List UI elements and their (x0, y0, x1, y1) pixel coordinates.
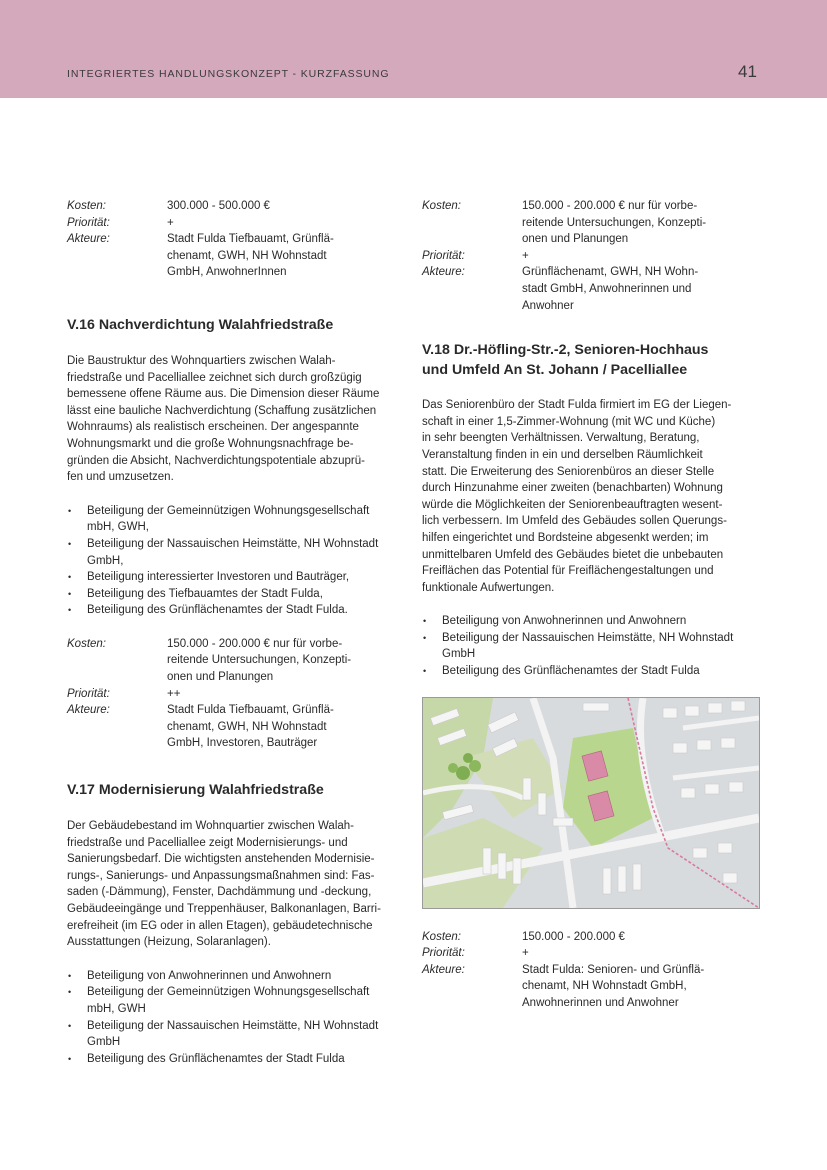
list-item: • Beteiligung des Grünflächenamtes der Stadt Fulda. (67, 602, 407, 619)
bullet-icon: • (68, 1020, 72, 1031)
list-item: • Beteiligung der Nassauischen Heimstätte, NH Wohnstadt GmbH (68, 1019, 379, 1049)
prioritaet-value: ++ (167, 687, 181, 700)
kosten-label: Kosten: (67, 200, 106, 212)
bullet-icon: • (68, 505, 72, 516)
v18-costs-block (422, 929, 762, 1012)
v16-bullet-list (67, 503, 407, 619)
prioritaet-label: Priorität: (67, 687, 110, 700)
site-map-drawing (423, 698, 759, 908)
v17-bullet-list (67, 968, 407, 1068)
kosten-label: Kosten: (422, 930, 461, 943)
akteure-value: Stadt Fulda Tiefbauamt, Grünflä- chenamt, GWH, NH Wohnstadt GmbH, Investoren, Bauträger (167, 704, 334, 750)
bullet-icon: • (423, 632, 427, 643)
page-number: 41 (738, 62, 757, 81)
list-item: • Beteiligung der Gemeinnützigen Wohnungsgesellschaft mbH, GWH, (68, 504, 370, 534)
bullet-icon: • (68, 605, 72, 616)
akteure-value: Stadt Fulda: Senioren- und Grünflä- chenamt, NH Wohnstadt GmbH, Anwohnerinnen und Anwohner (522, 963, 705, 1010)
list-item: • Beteiligung der Nassauischen Heimstätte, NH Wohnstadt GmbH, (68, 537, 379, 567)
bullet-icon: • (68, 588, 72, 599)
akteure-label: Akteure: (67, 704, 110, 717)
v16-heading: V.16 Nachverdichtung Walahfriedstraße (67, 316, 334, 333)
left-column (67, 198, 407, 1067)
prioritaet-label: Priorität: (422, 947, 465, 960)
v18-body: Das Seniorenbüro der Stadt Fulda firmiert im EG der Liegen- schaft in einer 1,5-Zimmer-Wohnung (mit WC und Küche) in sehr beengten Verhältnissen. Verwaltung, Beratung, Veranstaltung finden in ein und derselben Räumlichkeit statt. Die Erweiterung des Seniorenbüros an dieser Stelle durch Hinzunahme einer zweiten (benachbarten) Wohnung würde die Möglichkeiten der Seniorenbeauftragten wesent- lich verbessern. Im Umfeld des Gebäudes sollen Querungs- hilfen eingerichtet und Bordsteine abgesenkt werden; im unmittelbaren Umfeld des Gebäudes bietet die unbebauten Freiflächen das Potential für Freiflächengestaltungen und funktionale Aufwertungen. (422, 399, 732, 594)
kosten-value: 150.000 - 200.000 € (522, 930, 625, 943)
site-map-image (422, 697, 760, 909)
kosten-value: 300.000 - 500.000 € (167, 200, 270, 212)
akteure-label: Akteure: (422, 266, 465, 279)
bullet-icon: • (68, 1053, 72, 1064)
list-item: • Beteiligung des Grünflächenamtes der Stadt Fulda (67, 1051, 407, 1068)
kosten-value: 150.000 - 200.000 € nur für vorbe- reitende Untersuchungen, Konzepti- onen und Planungen (167, 637, 352, 684)
bullet-icon: • (68, 538, 72, 549)
prioritaet-value: + (522, 249, 529, 262)
v17-body: Der Gebäudebestand im Wohnquartier zwischen Walah- friedstraße und Pacelliallee zeigt Modernisierungs- und Sanierungsbedarf. Die wichtigsten anstehenden Modernisie- rungs-, Sanierungs- und Anpassungsmaßnahmen sind: Fas- saden (-Dämmung), Fenster, Dachdämmung und -deckung, Gebäudeeingänge und Treppenhäuser, Balkonanlagen, Barri- erefreiheit (im EG oder in allen Etagen), gebäudetechnische Ausstattungen (Heizung, Solaranlagen). (67, 820, 381, 949)
v18-heading: V.18 Dr.-Höfling-Str.-2, Senioren-Hochhaus und Umfeld An St. Johann / Pacelliallee (422, 342, 709, 379)
list-item: • Beteiligung des Grünflächenamtes der Stadt Fulda (422, 663, 762, 680)
page-header (0, 0, 827, 98)
prioritaet-label: Priorität: (422, 249, 465, 262)
kosten-label: Kosten: (422, 200, 461, 212)
akteure-value: Grünflächenamt, GWH, NH Wohn- stadt GmbH, Anwohnerinnen und Anwohner (522, 266, 699, 312)
list-item: • Beteiligung der Nassauischen Heimstätte, NH Wohnstadt GmbH (423, 631, 734, 661)
header-title: INTEGRIERTES HANDLUNGSKONZEPT - KURZFASSUNG (67, 68, 390, 80)
v16-costs-block (67, 636, 407, 752)
left-top-costs-block (67, 198, 407, 281)
prioritaet-value: + (167, 216, 174, 229)
list-item: • Beteiligung von Anwohnerinnen und Anwohnern (67, 968, 407, 985)
v16-body: Die Baustruktur des Wohnquartiers zwischen Walah- friedstraße und Pacelliallee zeichnet sich durch großzügig bemessene offene Räume aus. Die Dimension dieser Räume lässt eine bauliche Nachverdichtung (Schaffung zusätzlichen Wohnraums) als realistisch erscheinen. Der angespannte Wohnungsmarkt und die große Wohnungsnachfrage be- gründen die Absicht, Nachverdichtungspotentiale abzuprü- fen und umzusetzen. (67, 354, 380, 484)
akteure-value: Stadt Fulda Tiefbauamt, Grünflä- chenamt, GWH, NH Wohnstadt GmbH, AnwohnerInnen (167, 233, 334, 279)
list-item: • Beteiligung von Anwohnerinnen und Anwohnern (422, 613, 762, 630)
bullet-icon: • (68, 970, 72, 981)
bullet-icon: • (423, 666, 427, 677)
kosten-label: Kosten: (67, 637, 106, 650)
bullet-icon: • (423, 616, 427, 627)
list-item: • Beteiligung des Tiefbauamtes der Stadt Fulda, (67, 586, 407, 603)
akteure-label: Akteure: (422, 963, 465, 976)
prioritaet-value: + (522, 947, 529, 960)
right-top-costs-block (422, 198, 762, 314)
list-item: • Beteiligung der Gemeinnützigen Wohnungsgesellschaft mbH, GWH (68, 986, 370, 1015)
prioritaet-label: Priorität: (67, 216, 110, 229)
list-item: • Beteiligung interessierter Investoren und Bauträger, (67, 569, 407, 586)
v17-heading: V.17 Modernisierung Walahfriedstraße (67, 782, 324, 799)
v18-bullet-list (422, 613, 762, 679)
akteure-label: Akteure: (67, 233, 110, 246)
right-column (422, 198, 762, 1012)
kosten-value: 150.000 - 200.000 € nur für vorbe- reitende Untersuchungen, Konzepti- onen und Planungen (522, 200, 707, 246)
bullet-icon: • (68, 987, 72, 998)
bullet-icon: • (68, 572, 72, 583)
